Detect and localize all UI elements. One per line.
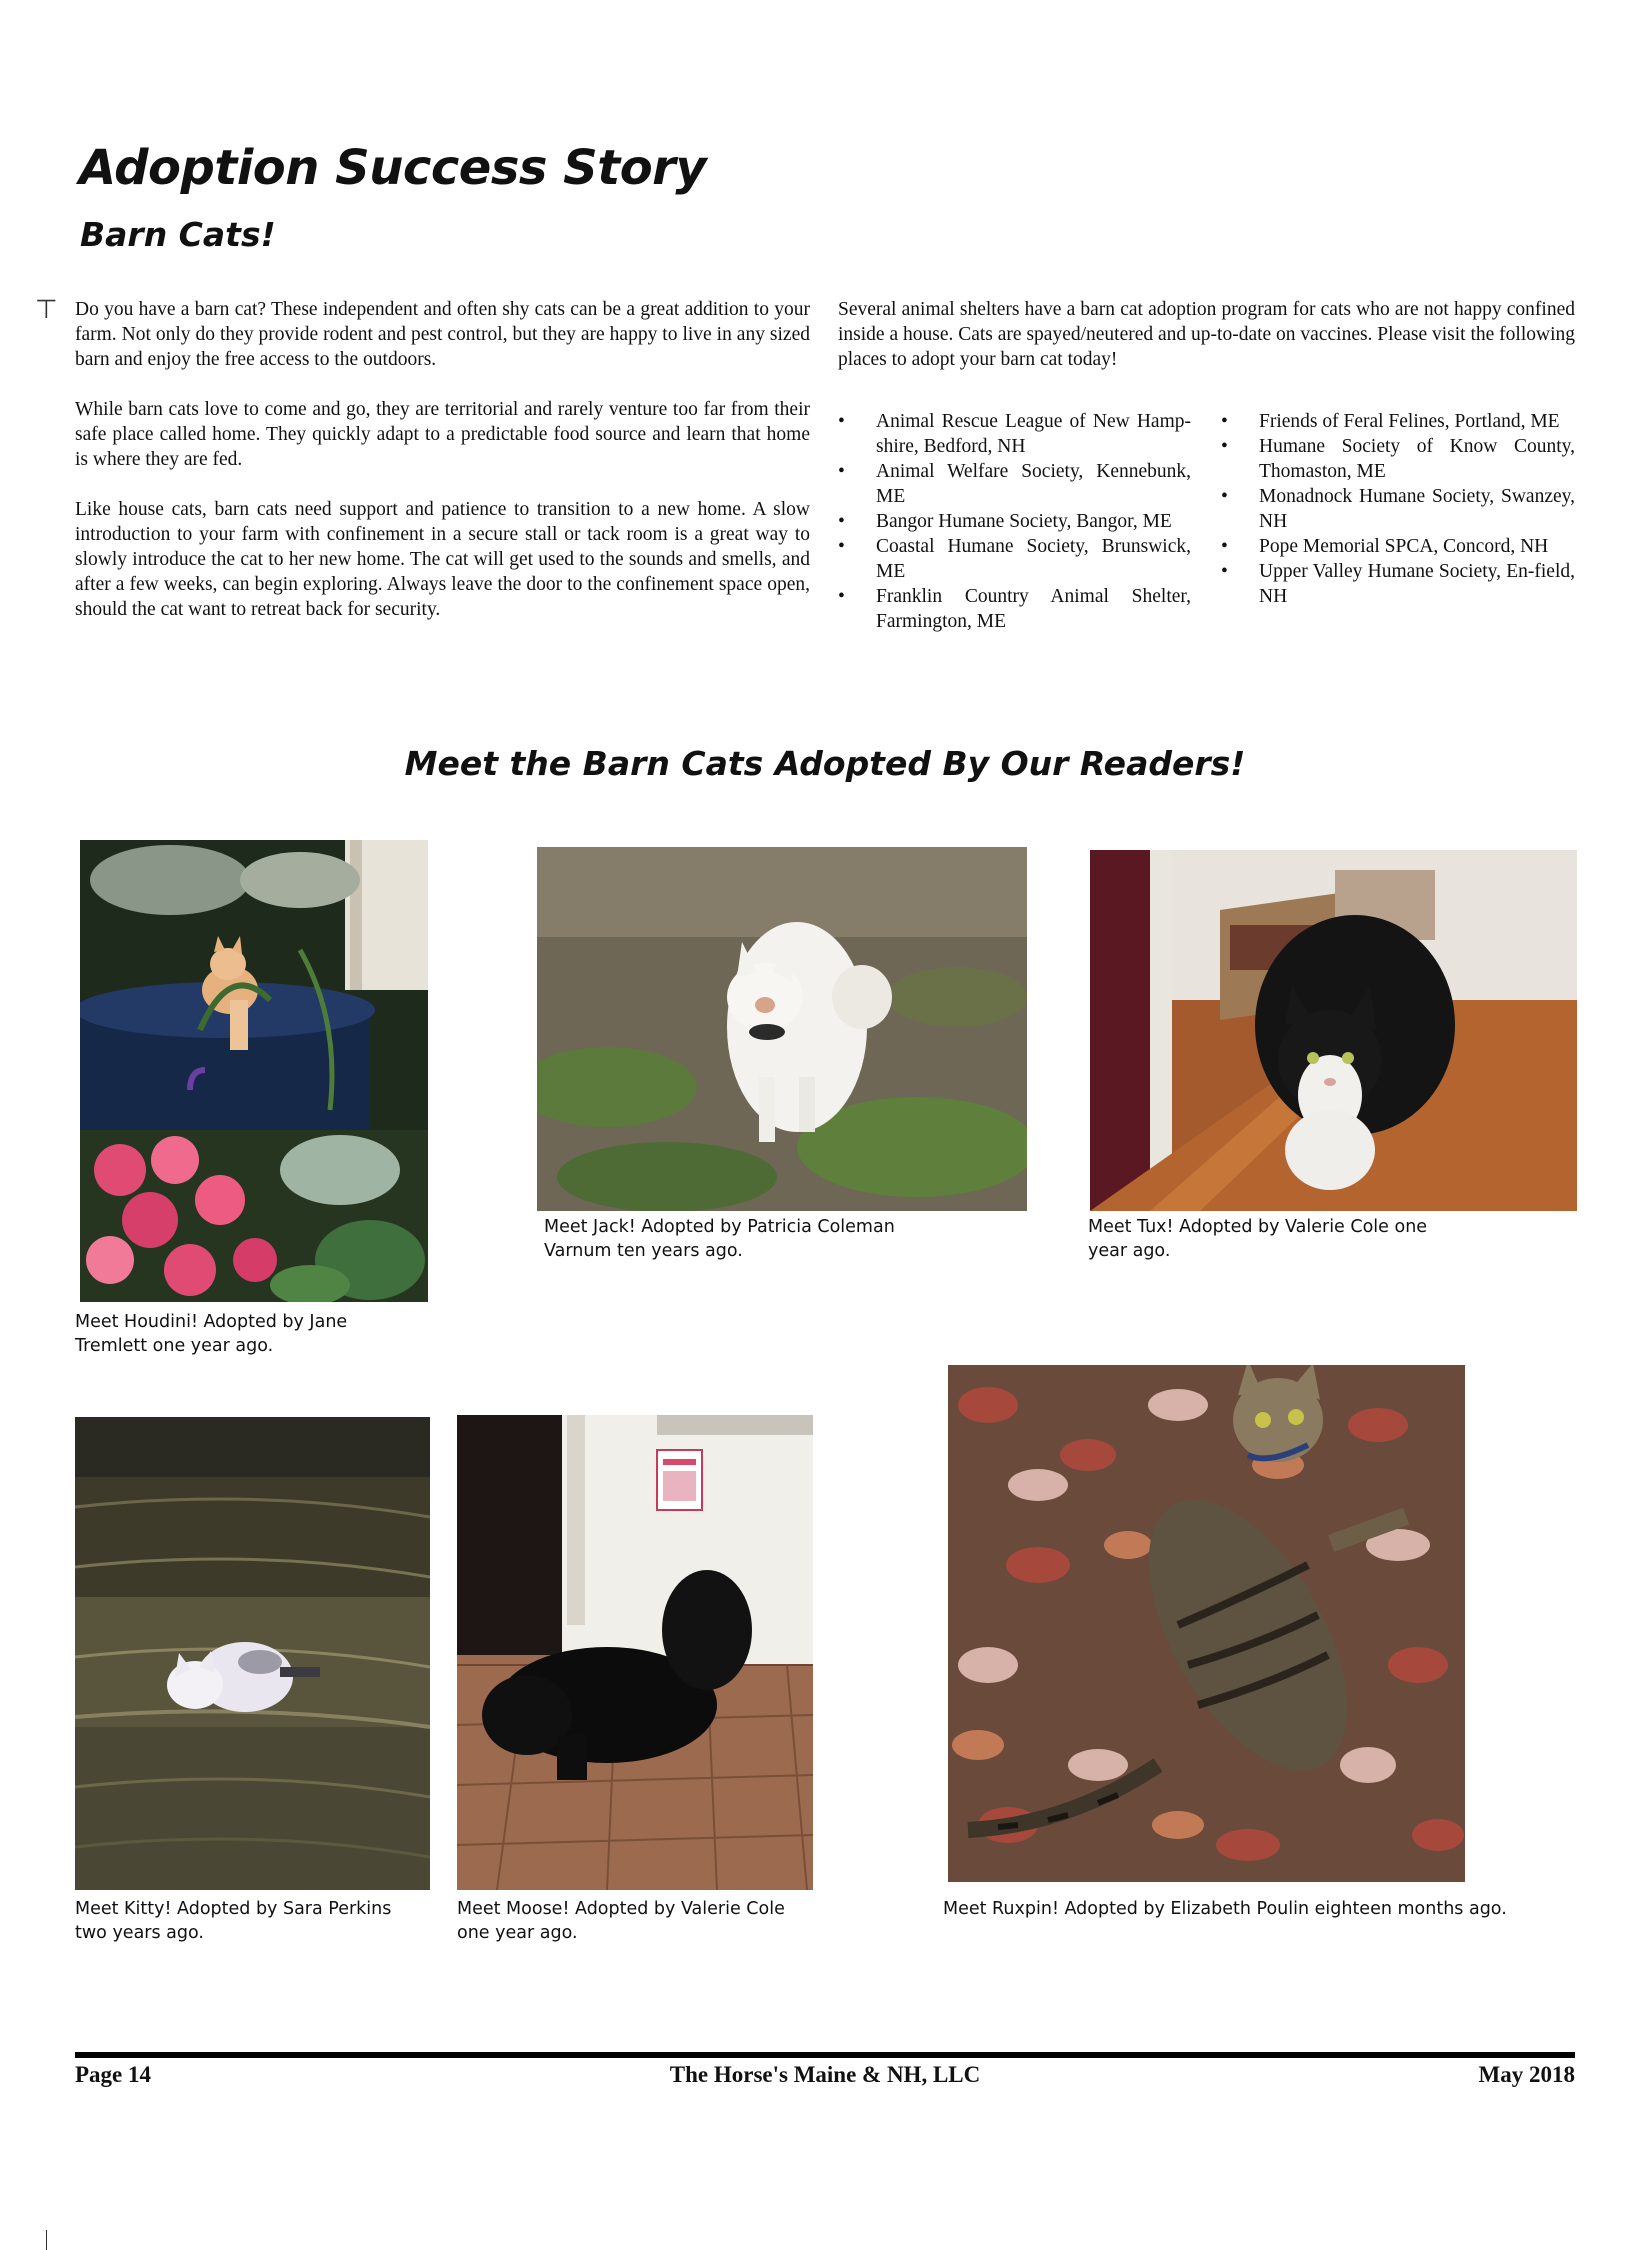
caption-jack: Meet Jack! Adopted by Patricia Coleman Varnum ten years ago. xyxy=(544,1217,895,1261)
photo-jack xyxy=(537,847,1027,1211)
article-subtitle: Barn Cats! xyxy=(80,215,276,254)
list-item: • Animal Rescue League of New Hamp-shire, Bedford, NH xyxy=(838,409,1191,459)
caption-kitty: Meet Kitty! Adopted by Sara Perkins two years ago. xyxy=(75,1899,392,1943)
shelter-list-1 xyxy=(838,409,1191,634)
article-title: Adoption Success Story xyxy=(79,140,707,196)
photo-moose xyxy=(457,1415,813,1890)
caption-ruxpin: Meet Ruxpin! Adopted by Elizabeth Poulin eighteen months ago. xyxy=(943,1899,1507,1919)
caption-tux: Meet Tux! Adopted by Valerie Cole one year ago. xyxy=(1088,1217,1428,1261)
margin-mark-bottom xyxy=(46,2230,47,2250)
gallery-heading: Meet the Barn Cats Adopted By Our Readers! xyxy=(404,744,1246,783)
photo-tux xyxy=(1090,850,1577,1211)
right-column xyxy=(838,297,1575,397)
list-item: • Upper Valley Humane Society, En-field, NH xyxy=(1221,559,1575,609)
paragraph-intro: Do you have a barn cat? These independent and often shy cats can be a great addition to your farm. Not only do they provide rodent and pest control, but they are happy to live in any sized barn and enjoy the free access to the outdoors. xyxy=(75,299,810,370)
footer-date: May 2018 xyxy=(1478,2062,1575,2087)
list-item: • Monadnock Humane Society, Swanzey, NH xyxy=(1221,484,1575,534)
footer-page-number: Page 14 xyxy=(75,2062,152,2087)
caption-moose: Meet Moose! Adopted by Valerie Cole one year ago. xyxy=(457,1899,785,1943)
list-item: • Pope Memorial SPCA, Concord, NH xyxy=(1221,534,1575,559)
footer-publication: The Horse's Maine & NH, LLC xyxy=(669,2062,981,2087)
list-item: • Animal Welfare Society, Kennebunk, ME xyxy=(838,459,1191,509)
paragraph-shelters-intro: Several animal shelters have a barn cat adoption program for cats who are not happy confined inside a house. Cats are spayed/neutered and up-to-date on vaccines. Please visit the following places to adopt your barn cat today! xyxy=(838,299,1575,370)
list-item: • Franklin Country Animal Shelter, Farmington, ME xyxy=(838,584,1191,634)
list-item: • Friends of Feral Felines, Portland, ME xyxy=(1221,409,1575,434)
photo-houdini xyxy=(80,840,428,1302)
photo-kitty xyxy=(75,1417,430,1890)
caption-houdini: Meet Houdini! Adopted by Jane Tremlett one year ago. xyxy=(75,1312,348,1356)
paragraph-transition: Like house cats, barn cats need support and patience to transition to a new home. A slow introduction to your farm with confinement in a secure stall or tack room is a great way to slowly introduce the cat to her new home. The cat will get used to the sounds and smells, and after a few weeks, can begin exploring. Always leave the door to the confinement space open, should the cat want to retreat back for security. xyxy=(75,499,810,620)
list-item: • Bangor Humane Society, Bangor, ME xyxy=(838,509,1191,534)
shelter-list-2 xyxy=(1221,409,1575,609)
margin-mark: ⊤ xyxy=(35,295,58,324)
photo-ruxpin xyxy=(948,1365,1465,1882)
left-column xyxy=(75,297,810,647)
footer-rule xyxy=(75,2052,1575,2058)
list-item: • Coastal Humane Society, Brunswick, ME xyxy=(838,534,1191,584)
list-item: • Humane Society of Know County, Thomaston, ME xyxy=(1221,434,1575,484)
paragraph-territorial: While barn cats love to come and go, they are territorial and rarely venture too far from their safe place called home. They quickly adapt to a predictable food source and learn that home is where they are fed. xyxy=(75,399,810,470)
